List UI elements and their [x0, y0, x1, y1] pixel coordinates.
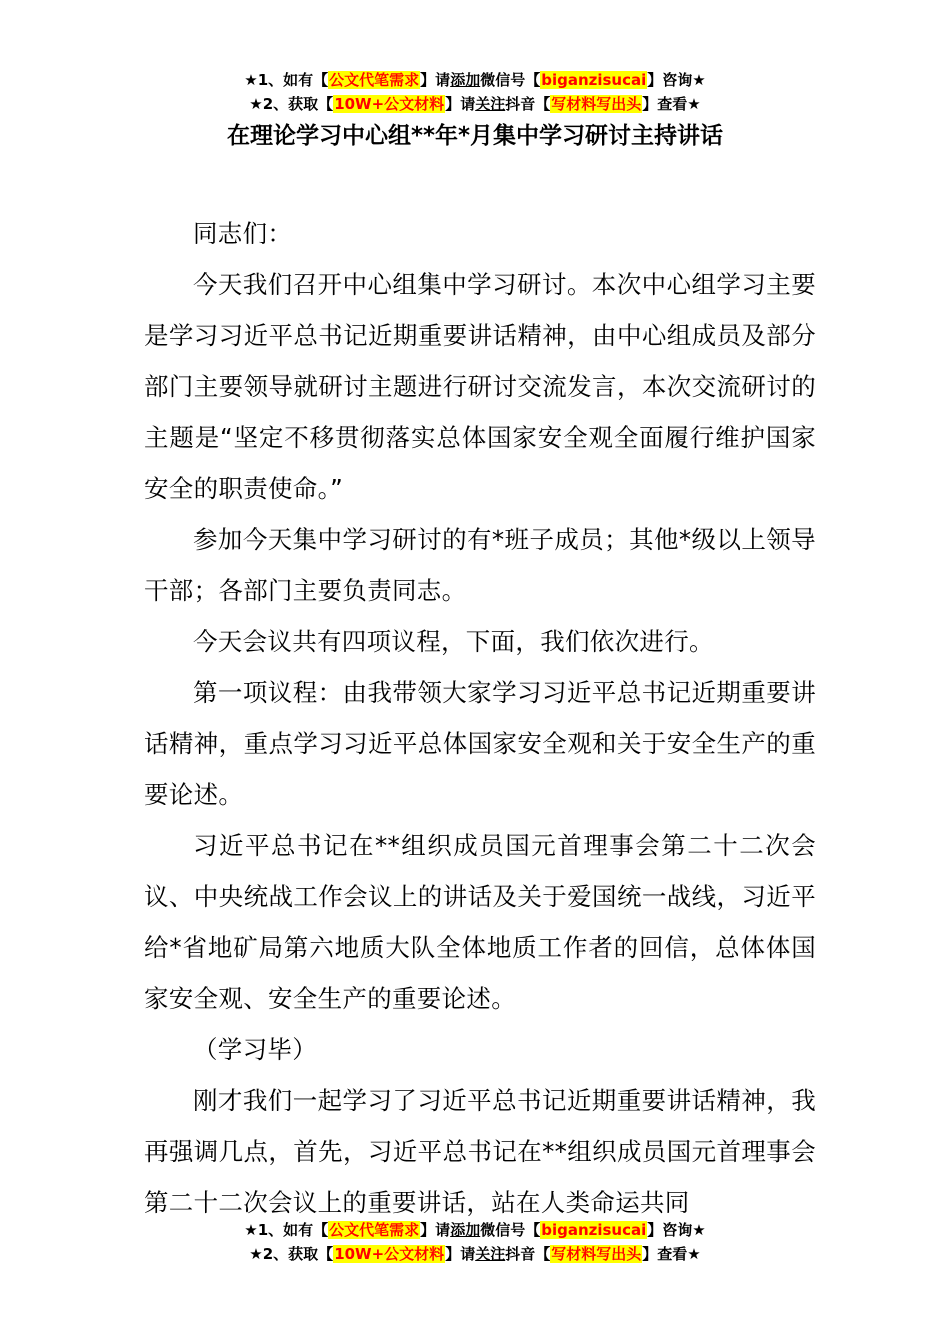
promo-text: 】请 [445, 1245, 476, 1263]
promo-text: 】咨询★ [647, 71, 706, 89]
promo-text: ★1、如有【 [244, 71, 329, 89]
promo-text: 】请 [420, 71, 451, 89]
promo-underline: 添加 [450, 71, 481, 89]
promo-banner-bottom [0, 1218, 950, 1266]
promo-text: 微信号【 [480, 1221, 541, 1239]
document-body [144, 208, 816, 1228]
paragraph-study-content: 习近平总书记在**组织成员国元首理事会第二十二次会议、中央统战工作会议上的讲话及关于爱国统一战线，习近平给*省地矿局第六地质大队全体地质工作者的回信，总体体国家安全观、安全生产的重要论述。 [144, 831, 816, 1013]
promo-text: 微信号【 [480, 71, 541, 89]
promo-text: ★1、如有【 [244, 1221, 329, 1239]
promo-text: ★2、获取【 [249, 1245, 334, 1263]
promo-text: 】查看★ [642, 1245, 701, 1263]
promo-text: 】请 [420, 1221, 451, 1239]
promo-highlight: 写材料写出头 [551, 1245, 642, 1263]
paragraph-agenda-item-1: 第一项议程：由我带领大家学习习近平总书记近期重要讲话精神，重点学习习近平总体国家安全观和关于安全生产的重要论述。 [144, 678, 816, 809]
paragraph-study-done: （学习毕） [193, 1035, 317, 1064]
promo-highlight: 写材料写出头 [551, 95, 642, 113]
promo-text: 抖音【 [505, 1245, 551, 1263]
promo-underline: 关注 [475, 1245, 506, 1263]
promo-text: 】查看★ [642, 95, 701, 113]
promo-highlight: 10W+公文材料 [334, 1245, 445, 1263]
promo-highlight: 公文代笔需求 [329, 1221, 420, 1239]
paragraph-attendees: 参加今天集中学习研讨的有*班子成员；其他*级以上领导干部；各部门主要负责同志。 [144, 525, 816, 605]
promo-highlight: 10W+公文材料 [334, 95, 445, 113]
promo-highlight: biganzisucai [541, 1221, 647, 1239]
promo-line-1 [0, 1218, 950, 1242]
promo-line-2 [0, 92, 950, 116]
paragraph-agenda: 今天会议共有四项议程，下面，我们依次进行。 [193, 627, 714, 656]
promo-text: 】请 [445, 95, 476, 113]
paragraph-greeting: 同志们： [193, 219, 293, 248]
paragraph-emphasis: 刚才我们一起学习了习近平总书记近期重要讲话精神，我再强调几点，首先，习近平总书记在**组织成员国元首理事会第二十二次会议上的重要讲话，站在人类命运共同 [144, 1086, 816, 1217]
promo-text: 】咨询★ [647, 1221, 706, 1239]
document-title: 在理论学习中心组**年*月集中学习研讨主持讲话 [226, 123, 724, 149]
promo-line-1 [0, 68, 950, 92]
promo-underline: 关注 [475, 95, 506, 113]
promo-highlight: biganzisucai [541, 71, 647, 89]
promo-text: 抖音【 [505, 95, 551, 113]
paragraph-intro: 今天我们召开中心组集中学习研讨。本次中心组学习主要是学习习近平总书记近期重要讲话精神，由中心组成员及部分部门主要领导就研讨主题进行研讨交流发言，本次交流研讨的主题是“坚定不移贯彻落实总体国家安全观全面履行维护国家安全的职责使命。” [144, 270, 816, 503]
promo-text: ★2、获取【 [249, 95, 334, 113]
promo-banner-top [0, 68, 950, 116]
promo-highlight: 公文代笔需求 [329, 71, 420, 89]
promo-line-2 [0, 1242, 950, 1266]
promo-underline: 添加 [450, 1221, 481, 1239]
